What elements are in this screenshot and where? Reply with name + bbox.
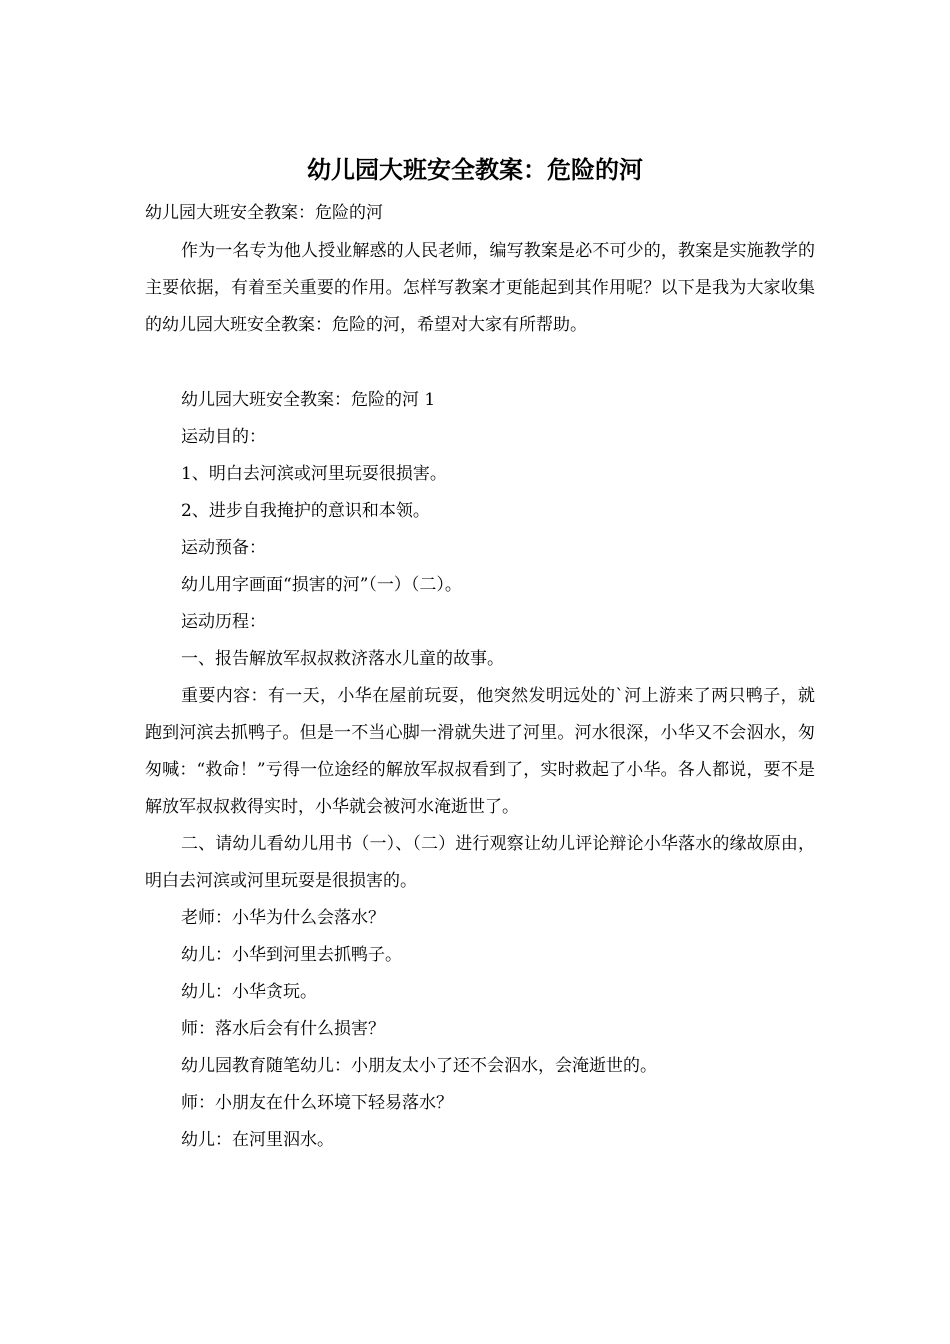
document-subtitle: 幼儿园大班安全教案：危险的河 bbox=[145, 203, 383, 223]
document-body bbox=[145, 382, 815, 1159]
prep-heading: 运动预备： bbox=[181, 538, 266, 558]
story-paragraph: 重要内容：有一天，小华在屋前玩耍，他突然发明远处的`河上游来了两只鸭子，就跑到河滨去抓鸭子。但是一不当心脚一滑就失进了河里。河水很深，小华又不会泅水，匆匆喊：“救命！”亏得一位途经的解放军叔叔看到了，实时救起了小华。各人都说，要不是解放军叔叔救得实时，小华就会被河水淹逝世了。 bbox=[145, 686, 815, 817]
process-heading: 运动历程： bbox=[181, 612, 266, 632]
dialogue-line: 幼儿：小华贪玩。 bbox=[181, 982, 317, 1002]
intro-paragraph: 作为一名专为他人授业解惑的人民老师，编写教案是必不可少的，教案是实施教学的主要依据，有着至关重要的作用。怎样写教案才更能起到其作用呢？以下是我为大家收集的幼儿园大班安全教案：危险的河，希望对大家有所帮助。 bbox=[145, 241, 815, 335]
dialogue-line: 幼儿园教育随笔幼儿：小朋友太小了还不会泅水，会淹逝世的。 bbox=[181, 1056, 657, 1076]
process-step-1: 一、报告解放军叔叔救济落水儿童的故事。 bbox=[181, 649, 504, 669]
prep-item: 幼儿用字画面“损害的河”（一）（二）。 bbox=[181, 575, 462, 595]
document-title: 幼儿园大班安全教案：危险的河 bbox=[307, 156, 643, 184]
goal-item-1: 1、明白去河滨或河里玩耍很损害。 bbox=[181, 464, 447, 484]
dialogue-line: 幼儿：小华到河里去抓鸭子。 bbox=[181, 945, 402, 965]
dialogue-line: 师：小朋友在什么环境下轻易落水？ bbox=[181, 1093, 453, 1113]
dialogue-line: 师：落水后会有什么损害？ bbox=[181, 1019, 385, 1039]
dialogue-line: 幼儿：在河里泅水。 bbox=[181, 1130, 334, 1150]
goal-item-2: 2、进步自我掩护的意识和本领。 bbox=[181, 501, 430, 521]
section-heading: 幼儿园大班安全教案：危险的河 1 bbox=[181, 390, 436, 410]
process-step-2: 二、请幼儿看幼儿用书（一）、（二）进行观察让幼儿评论辩论小华落水的缘故原由，明白去河滨或河里玩耍是很损害的。 bbox=[145, 834, 815, 891]
dialogue-line: 老师：小华为什么会落水？ bbox=[181, 908, 385, 928]
goal-heading: 运动目的： bbox=[181, 427, 266, 447]
